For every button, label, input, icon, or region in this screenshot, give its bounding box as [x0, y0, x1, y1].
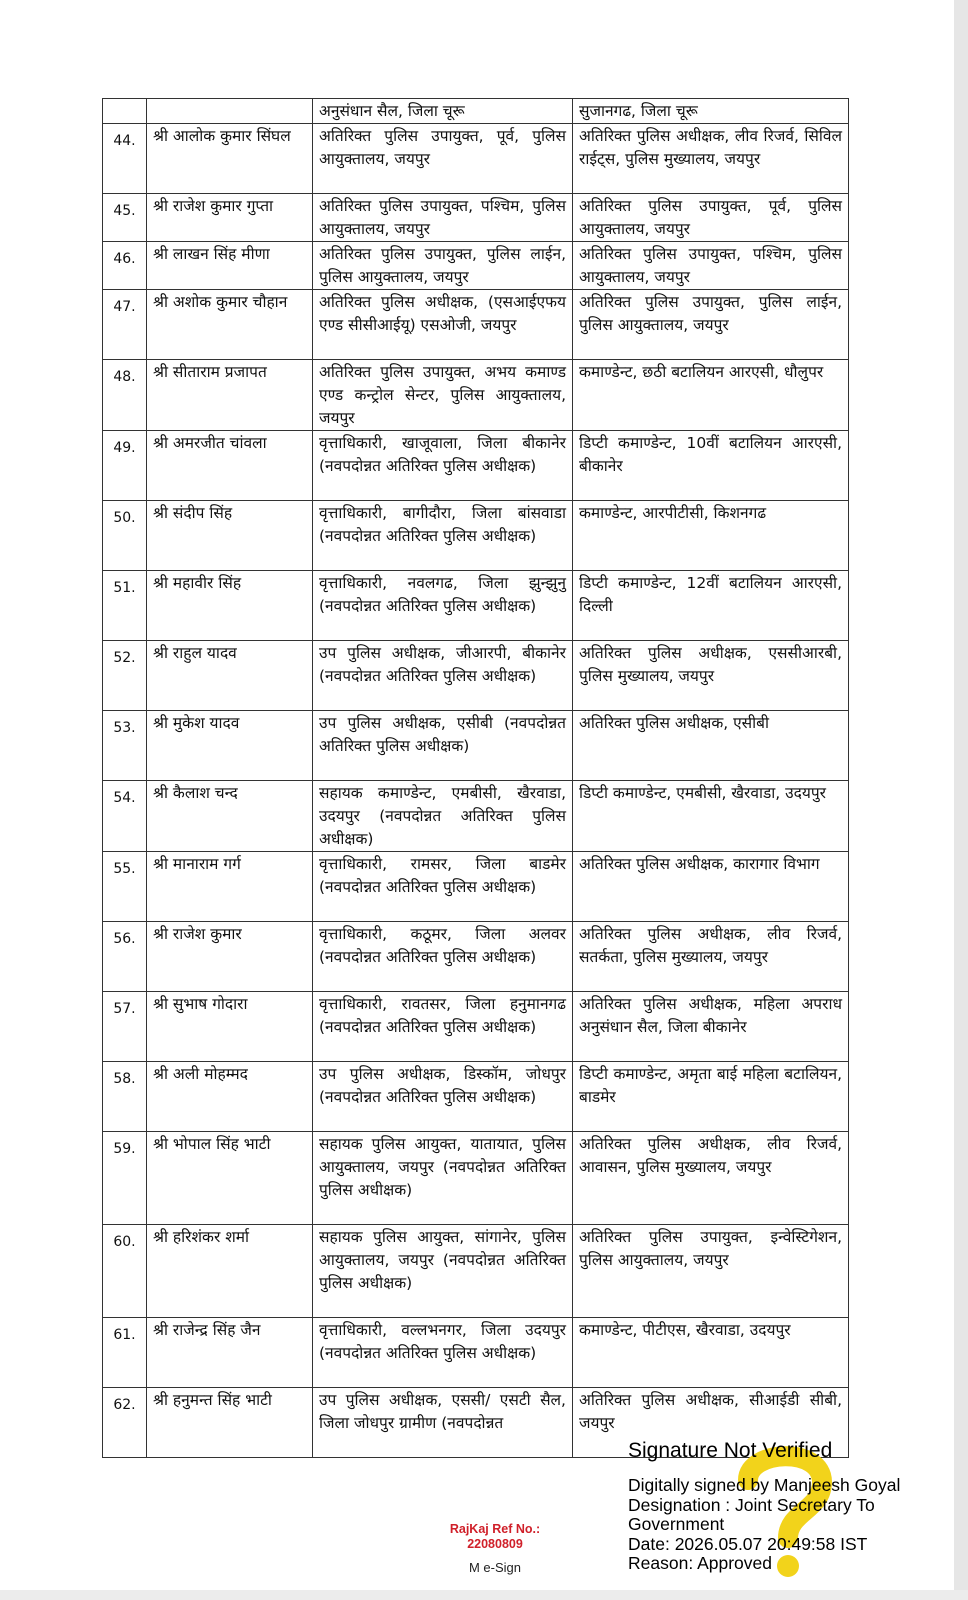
- officer-name-cell: श्री सुभाष गोदारा: [147, 992, 313, 1062]
- table-row: [103, 852, 849, 922]
- current-posting-cell: वृत्ताधिकारी, कठूमर, जिला अलवर (नवपदोन्नत अतिरिक्त पुलिस अधीक्षक): [313, 922, 573, 992]
- table-row: [103, 781, 849, 852]
- new-posting-cell: अतिरिक्त पुलिस अधीक्षक, कारागार विभाग: [573, 852, 849, 922]
- new-posting-cell: सुजानगढ, जिला चूरू: [573, 99, 849, 124]
- new-posting-cell: अतिरिक्त पुलिस उपायुक्त, पुलिस लाईन, पुलिस आयुक्तालय, जयपुर: [573, 290, 849, 360]
- current-posting-cell: वृत्ताधिकारी, नवलगढ, जिला झुन्झुनु (नवपदोन्नत अतिरिक्त पुलिस अधीक्षक): [313, 571, 573, 641]
- officer-name-cell: श्री मानाराम गर्ग: [147, 852, 313, 922]
- current-posting-cell: वृत्ताधिकारी, वल्लभनगर, जिला उदयपुर (नवपदोन्नत अतिरिक्त पुलिस अधीक्षक): [313, 1318, 573, 1388]
- current-posting-cell: उप पुलिस अधीक्षक, एससी/ एसटी सैल, जिला जोधपुर ग्रामीण (नवपदोन्नत: [313, 1388, 573, 1458]
- signature-designation-cont: Government: [628, 1514, 725, 1534]
- signature-signer: Digitally signed by Manjeesh Goyal: [628, 1475, 901, 1495]
- signature-reason: Reason: Approved: [628, 1553, 772, 1573]
- serial-cell: 45.: [103, 194, 147, 242]
- serial-cell: [103, 99, 147, 124]
- officer-name-cell: श्री आलोक कुमार सिंघल: [147, 124, 313, 194]
- table-row: [103, 290, 849, 360]
- new-posting-cell: कमाण्डेन्ट, आरपीटीसी, किशनगढ: [573, 501, 849, 571]
- serial-cell: 59.: [103, 1132, 147, 1225]
- table-row: [103, 99, 849, 124]
- new-posting-cell: डिप्टी कमाण्डेन्ट, अमृता बाई महिला बटालियन, बाडमेर: [573, 1062, 849, 1132]
- serial-cell: 54.: [103, 781, 147, 852]
- serial-cell: 52.: [103, 641, 147, 711]
- signature-status: Signature Not Verified: [628, 1439, 833, 1462]
- current-posting-cell: अतिरिक्त पुलिस उपायुक्त, पश्चिम, पुलिस आयुक्तालय, जयपुर: [313, 194, 573, 242]
- officer-name-cell: श्री हरिशंकर शर्मा: [147, 1225, 313, 1318]
- signature-date: Date: 2026.05.07 20:49:58 IST: [628, 1533, 868, 1554]
- serial-cell: 61.: [103, 1318, 147, 1388]
- serial-cell: 53.: [103, 711, 147, 781]
- table-row: [103, 360, 849, 431]
- serial-cell: 49.: [103, 431, 147, 501]
- current-posting-cell: सहायक पुलिस आयुक्त, सांगानेर, पुलिस आयुक्तालय, जयपुर (नवपदोन्नत अतिरिक्त पुलिस अधीक्षक): [313, 1225, 573, 1318]
- officer-name-cell: श्री राजेश कुमार गुप्ता: [147, 194, 313, 242]
- current-posting-cell: उप पुलिस अधीक्षक, डिस्कॉम, जोधपुर (नवपदोन्नत अतिरिक्त पुलिस अधीक्षक): [313, 1062, 573, 1132]
- current-posting-cell: उप पुलिस अधीक्षक, एसीबी (नवपदोन्नत अतिरिक्त पुलिस अधीक्षक): [313, 711, 573, 781]
- transfer-table-body: [103, 99, 849, 1458]
- table-row: [103, 1225, 849, 1318]
- serial-cell: 47.: [103, 290, 147, 360]
- officer-name-cell: श्री लाखन सिंह मीणा: [147, 242, 313, 290]
- current-posting-cell: वृत्ताधिकारी, बागीदौरा, जिला बांसवाडा (नवपदोन्नत अतिरिक्त पुलिस अधीक्षक): [313, 501, 573, 571]
- serial-cell: 57.: [103, 992, 147, 1062]
- new-posting-cell: डिप्टी कमाण्डेन्ट, 12वीं बटालियन आरएसी, दिल्ली: [573, 571, 849, 641]
- new-posting-cell: कमाण्डेन्ट, छठी बटालियन आरएसी, धौलुपर: [573, 360, 849, 431]
- table-row: [103, 922, 849, 992]
- officer-name-cell: श्री भोपाल सिंह भाटी: [147, 1132, 313, 1225]
- table-row: [103, 992, 849, 1062]
- current-posting-cell: अतिरिक्त पुलिस उपायुक्त, पूर्व, पुलिस आयुक्तालय, जयपुर: [313, 124, 573, 194]
- table-row: [103, 1062, 849, 1132]
- table-row: [103, 501, 849, 571]
- serial-cell: 62.: [103, 1388, 147, 1458]
- new-posting-cell: अतिरिक्त पुलिस अधीक्षक, लीव रिजर्व, सिविल राईट्स, पुलिस मुख्यालय, जयपुर: [573, 124, 849, 194]
- current-posting-cell: अतिरिक्त पुलिस उपायुक्त, पुलिस लाईन, पुलिस आयुक्तालय, जयपुर: [313, 242, 573, 290]
- officer-name-cell: श्री राजेश कुमार: [147, 922, 313, 992]
- officer-name-cell: श्री संदीप सिंह: [147, 501, 313, 571]
- table-row: [103, 711, 849, 781]
- officer-name-cell: श्री राहुल यादव: [147, 641, 313, 711]
- current-posting-cell: सहायक पुलिस आयुक्त, यातायात, पुलिस आयुक्तालय, जयपुर (नवपदोन्नत अतिरिक्त पुलिस अधीक्षक): [313, 1132, 573, 1225]
- esign-label: M e-Sign: [468, 1560, 522, 1575]
- new-posting-cell: अतिरिक्त पुलिस अधीक्षक, महिला अपराध अनुसंधान सैल, जिला बीकानेर: [573, 992, 849, 1062]
- digital-signature-block: [628, 1438, 958, 1574]
- serial-cell: 60.: [103, 1225, 147, 1318]
- current-posting-cell: सहायक कमाण्डेन्ट, एमबीसी, खैरवाडा, उदयपुर (नवपदोन्नत अतिरिक्त पुलिस अधीक्षक): [313, 781, 573, 852]
- current-posting-cell: अनुसंधान सैल, जिला चूरू: [313, 99, 573, 124]
- officer-name-cell: श्री अमरजीत चांवला: [147, 431, 313, 501]
- table-row: [103, 641, 849, 711]
- new-posting-cell: अतिरिक्त पुलिस अधीक्षक, एससीआरबी, पुलिस मुख्यालय, जयपुर: [573, 641, 849, 711]
- new-posting-cell: अतिरिक्त पुलिस उपायुक्त, इन्वेस्टिगेशन, पुलिस आयुक्तालय, जयपुर: [573, 1225, 849, 1318]
- new-posting-cell: कमाण्डेन्ट, पीटीएस, खैरवाडा, उदयपुर: [573, 1318, 849, 1388]
- current-posting-cell: अतिरिक्त पुलिस उपायुक्त, अभय कमाण्ड एण्ड कन्ट्रोल सेन्टर, पुलिस आयुक्तालय, जयपुर: [313, 360, 573, 431]
- table-row: [103, 431, 849, 501]
- serial-cell: 51.: [103, 571, 147, 641]
- table-row: [103, 1318, 849, 1388]
- current-posting-cell: वृत्ताधिकारी, रामसर, जिला बाडमेर (नवपदोन्नत अतिरिक्त पुलिस अधीक्षक): [313, 852, 573, 922]
- serial-cell: 50.: [103, 501, 147, 571]
- officer-name-cell: श्री सीताराम प्रजापत: [147, 360, 313, 431]
- table-row: [103, 124, 849, 194]
- current-posting-cell: अतिरिक्त पुलिस अधीक्षक, (एसआईएफय एण्ड सीसीआईयू) एसओजी, जयपुर: [313, 290, 573, 360]
- rajkaj-ref-number: 22080809: [467, 1537, 523, 1551]
- new-posting-cell: अतिरिक्त पुलिस अधीक्षक, लीव रिजर्व, आवासन, पुलिस मुख्यालय, जयपुर: [573, 1132, 849, 1225]
- table-row: [103, 571, 849, 641]
- serial-cell: 44.: [103, 124, 147, 194]
- serial-cell: 48.: [103, 360, 147, 431]
- officer-name-cell: श्री महावीर सिंह: [147, 571, 313, 641]
- new-posting-cell: अतिरिक्त पुलिस अधीक्षक, सीआईडी सीबी, जयपुर: [573, 1388, 849, 1458]
- officer-name-cell: [147, 99, 313, 124]
- serial-cell: 46.: [103, 242, 147, 290]
- new-posting-cell: अतिरिक्त पुलिस अधीक्षक, एसीबी: [573, 711, 849, 781]
- officer-name-cell: श्री अली मोहम्मद: [147, 1062, 313, 1132]
- table-row: [103, 194, 849, 242]
- current-posting-cell: वृत्ताधिकारी, रावतसर, जिला हनुमानगढ (नवपदोन्नत अतिरिक्त पुलिस अधीक्षक): [313, 992, 573, 1062]
- new-posting-cell: डिप्टी कमाण्डेन्ट, एमबीसी, खैरवाडा, उदयपुर: [573, 781, 849, 852]
- officer-name-cell: श्री मुकेश यादव: [147, 711, 313, 781]
- rajkaj-reference: [430, 1522, 560, 1575]
- officer-name-cell: श्री हनुमन्त सिंह भाटी: [147, 1388, 313, 1458]
- signature-designation: Designation : Joint Secretary To: [628, 1494, 875, 1515]
- new-posting-cell: अतिरिक्त पुलिस उपायुक्त, पूर्व, पुलिस आयुक्तालय, जयपुर: [573, 194, 849, 242]
- serial-cell: 58.: [103, 1062, 147, 1132]
- officer-name-cell: श्री राजेन्द्र सिंह जैन: [147, 1318, 313, 1388]
- serial-cell: 56.: [103, 922, 147, 992]
- officer-name-cell: श्री अशोक कुमार चौहान: [147, 290, 313, 360]
- officer-name-cell: श्री कैलाश चन्द: [147, 781, 313, 852]
- new-posting-cell: डिप्टी कमाण्डेन्ट, 10वीं बटालियन आरएसी, बीकानेर: [573, 431, 849, 501]
- current-posting-cell: वृत्ताधिकारी, खाजूवाला, जिला बीकानेर (नवपदोन्नत अतिरिक्त पुलिस अधीक्षक): [313, 431, 573, 501]
- table-row: [103, 242, 849, 290]
- bottom-strip: [0, 1590, 968, 1600]
- serial-cell: 55.: [103, 852, 147, 922]
- rajkaj-ref-label: RajKaj Ref No.:: [449, 1522, 541, 1536]
- transfer-table: [102, 98, 849, 1458]
- current-posting-cell: उप पुलिस अधीक्षक, जीआरपी, बीकानेर (नवपदोन्नत अतिरिक्त पुलिस अधीक्षक): [313, 641, 573, 711]
- table-row: [103, 1132, 849, 1225]
- page-edge: [954, 0, 968, 1600]
- new-posting-cell: अतिरिक्त पुलिस अधीक्षक, लीव रिजर्व, सतर्कता, पुलिस मुख्यालय, जयपुर: [573, 922, 849, 992]
- new-posting-cell: अतिरिक्त पुलिस उपायुक्त, पश्चिम, पुलिस आयुक्तालय, जयपुर: [573, 242, 849, 290]
